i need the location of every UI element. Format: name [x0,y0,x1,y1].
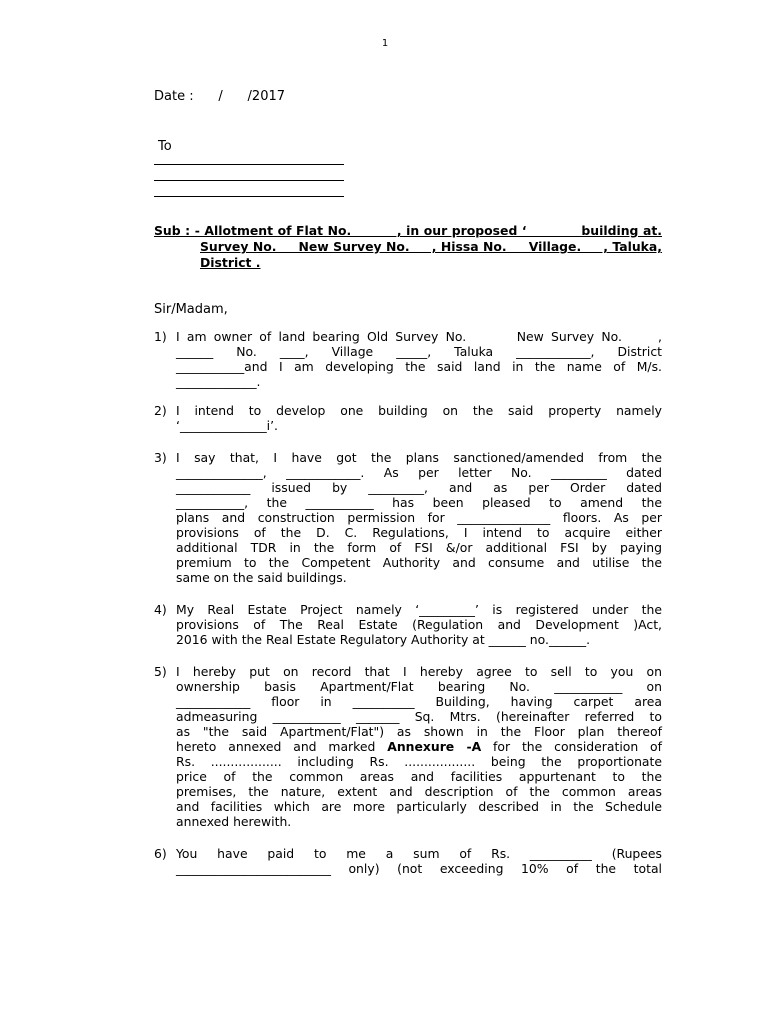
paragraph-line: as "the said Apartment/Flat") as shown in the Floor plan thereof [176,724,662,739]
paragraph-line: I say that, I have got the plans sanctioned/amended from the [176,450,662,465]
paragraph-line: same on the said buildings. [176,570,347,585]
paragraph-line: ‘______________i’. [176,418,278,433]
paragraph-number: 3) [154,450,167,465]
paragraph-number: 2) [154,403,167,418]
paragraph-4 [154,602,662,647]
paragraph-line: annexed herewith. [176,814,292,829]
paragraph-line: ______________, ____________. As per letter No. _________ dated [176,465,662,480]
paragraph-line: and facilities which are more particularly described in the Schedule [176,799,662,814]
paragraph-line: I hereby put on record that I hereby agree to sell to you on [176,664,662,679]
date-line: Date : / /2017 [154,89,286,104]
paragraph-line: ___________, the ___________ has been pleased to amend the [176,495,662,510]
address-line-3 [154,196,344,197]
paragraph-number: 4) [154,602,167,617]
paragraph-2 [154,403,662,433]
paragraph-5 [154,664,662,829]
paragraph-3 [154,450,662,585]
paragraph-line: provisions of the D. C. Regulations, I intend to acquire either [176,525,662,540]
paragraph-line: _________________________ only) (not exceeding 10% of the total [176,861,662,876]
salutation: Sir/Madam, [154,302,228,317]
paragraph-number: 5) [154,664,167,679]
subject-block [154,223,662,271]
subject-line-3: District . [200,255,261,270]
address-line-1 [154,164,344,165]
paragraph-line: admeasuring ___________ _______ Sq. Mtrs. (hereinafter referred to [176,709,662,724]
paragraph-line: plans and construction permission for _______________ floors. As per [176,510,662,525]
paragraph-line: ______ No. ____, Village _____, Taluka ____________, District [176,344,662,359]
paragraph-line: premises, the nature, extent and description of the common areas [176,784,662,799]
paragraph-line: _____________. [176,374,261,389]
paragraph-line-annexure [176,739,662,754]
paragraph-line: My Real Estate Project namely ‘_________’ is registered under the [176,602,662,617]
paragraph-line: ____________ floor in __________ Building, having carpet area [176,694,662,709]
paragraph-line: price of the common areas and facilities appurtenant to the [176,769,662,784]
paragraph-line: ____________ issued by _________, and as per Order dated [176,480,662,495]
paragraph-line: provisions of The Real Estate (Regulation and Development )Act, [176,617,662,632]
subject-line-2: Survey No. New Survey No. , Hissa No. Village. , Taluka, [200,239,662,254]
paragraph-line: ___________and I am developing the said land in the name of M/s. [176,359,662,374]
paragraph-line: I am owner of land bearing Old Survey No. New Survey No. , [176,329,662,344]
annexure-tail: for the consideration of [481,739,662,754]
subject-line-1: Sub : - Allotment of Flat No. , in our proposed ‘ building at. [154,223,662,238]
paragraph-6 [154,846,662,876]
page-number: 1 [381,38,389,49]
to-label: To [158,139,172,154]
paragraph-line: ownership basis Apartment/Flat bearing No. ___________ on [176,679,662,694]
paragraph-number: 1) [154,329,167,344]
paragraph-line: premium to the Competent Authority and consume and utilise the [176,555,662,570]
paragraph-number: 6) [154,846,167,861]
address-line-2 [154,180,344,181]
paragraph-1 [154,329,662,389]
paragraph-line: 2016 with the Real Estate Regulatory Authority at ______ no.______. [176,632,591,647]
paragraph-line: Rs. .................. including Rs. .................. being the proportionate [176,754,662,769]
paragraph-line: additional TDR in the form of FSI &/or additional FSI by paying [176,540,662,555]
annexure-lead: hereto annexed and marked [176,739,388,754]
paragraph-line: I intend to develop one building on the said property namely [176,403,662,418]
paragraph-line: You have paid to me a sum of Rs. __________ (Rupees [176,846,662,861]
annexure-label: Annexure -A [387,739,482,754]
